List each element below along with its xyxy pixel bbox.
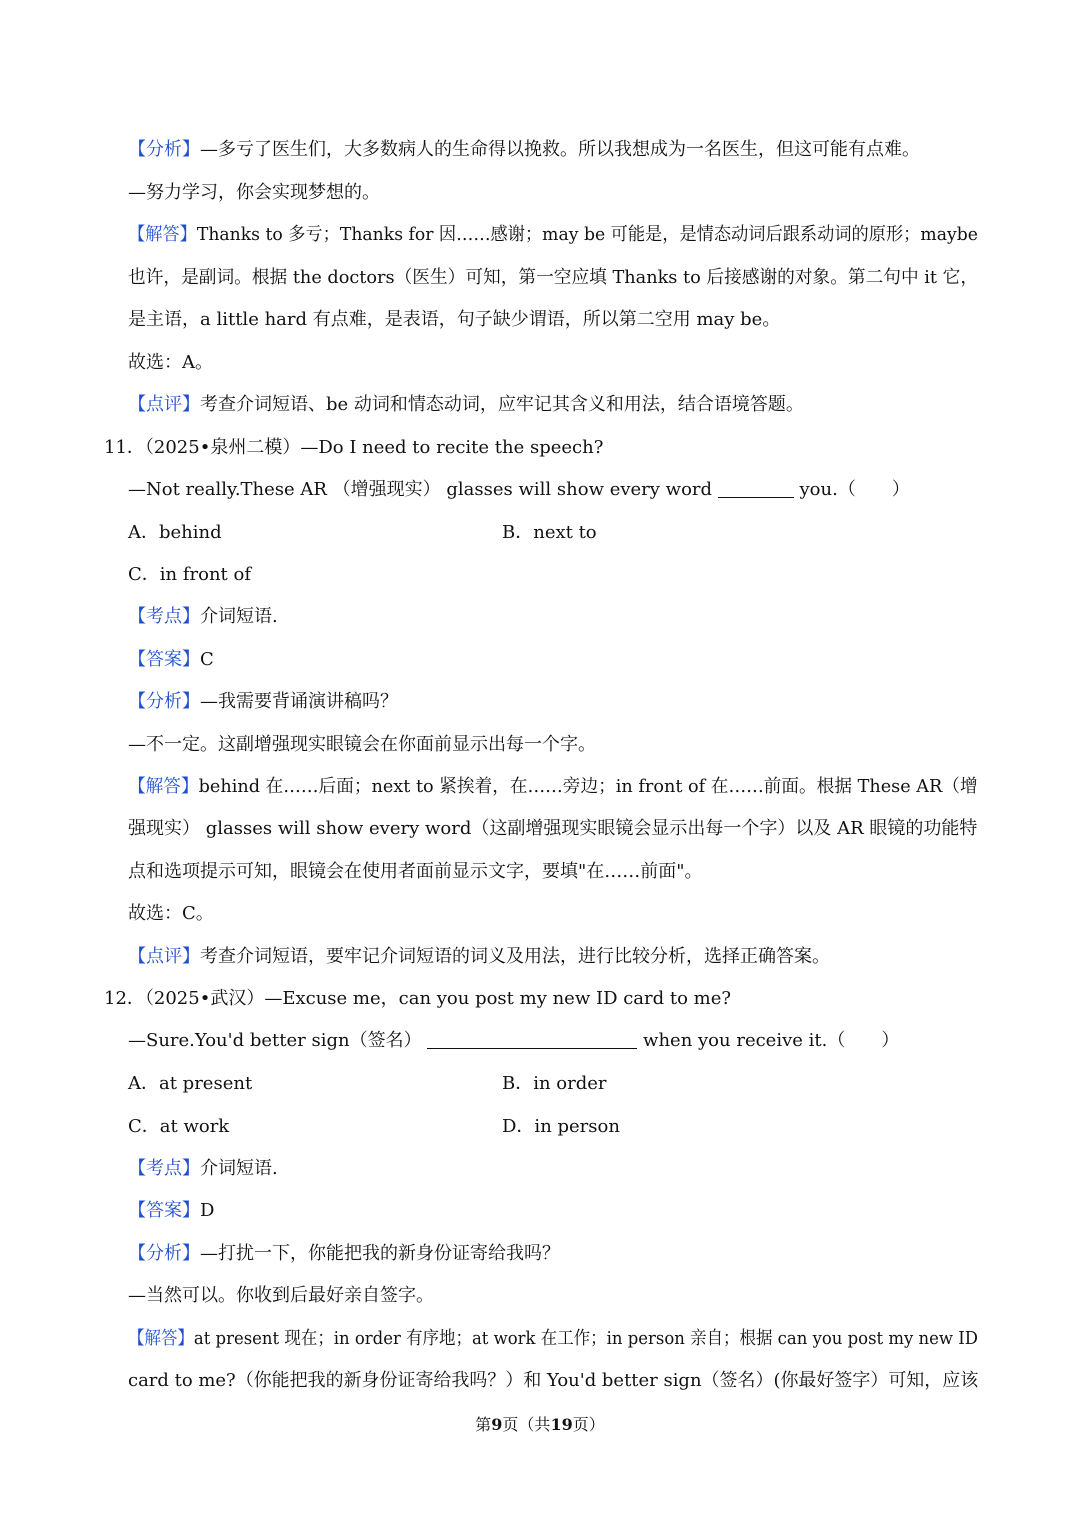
footer-middle: 页（共: [502, 1415, 551, 1434]
analysis-text-line: —不一定。这副增强现实眼镜会在你面前显示出每一个字。: [128, 734, 596, 755]
comment-text: 考查介词短语、be 动词和情态动词，应牢记其含义和用法，结合语境答题。: [200, 394, 804, 415]
keypoint-line: [128, 1156, 278, 1182]
answer-tag: 【答案】: [128, 649, 200, 670]
solution-text: Thanks to 多亏；Thanks for 因……感谢；may be 可能是，是情态动词后跟系动词的原形；maybe: [196, 224, 978, 245]
answer-blank: [718, 479, 794, 498]
option-c: C．in front of: [128, 564, 251, 585]
page-footer: [0, 1414, 1080, 1436]
page-number: 9: [491, 1415, 503, 1434]
solution-text-line: card to me?（你能把我的新身份证寄给我吗？）和 You'd better sign（签名）(你最好签字）可知，应该: [128, 1370, 979, 1391]
choice-line: 故选：C。: [128, 903, 214, 924]
solution-text-line: 强现实） glasses will show every word（这副增强现实眼镜会显示出每一个字）以及 AR 眼镜的功能特: [128, 818, 978, 839]
answer-text: C: [200, 649, 214, 670]
footer-suffix: 页）: [572, 1415, 605, 1434]
solution-tag: 【解答】: [128, 1328, 194, 1349]
answer-blank: [427, 1030, 637, 1049]
option-b: B．next to: [502, 522, 597, 543]
analysis-line: [128, 689, 398, 715]
comment-tag: 【点评】: [128, 946, 200, 967]
solution-text: at present 现在；in order 有序地；at work 在工作；in person 亲自；根据 can you post my new ID: [193, 1328, 978, 1349]
solution-text-line: 点和选项提示可知，眼镜会在使用者面前显示文字，要填"在……前面"。: [128, 861, 703, 882]
solution-line: [128, 222, 978, 248]
analysis-text: —多亏了医生们，大多数病人的生命得以挽救。所以我想成为一名医生，但这可能有点难。: [200, 139, 920, 160]
option-b: B．in order: [502, 1073, 607, 1094]
comment-line: [128, 392, 804, 418]
choice-line: 故选：A。: [128, 352, 213, 373]
question-12-stem: 12．（2025•武汉）—Excuse me，can you post my new ID card to me?: [104, 988, 732, 1009]
keypoint-text: 介词短语.: [200, 606, 278, 627]
keypoint-tag: 【考点】: [128, 1158, 200, 1179]
keypoint-tag: 【考点】: [128, 606, 200, 627]
comment-line: [128, 944, 830, 970]
page-total: 19: [550, 1415, 573, 1434]
analysis-text-line: —努力学习，你会实现梦想的。: [128, 182, 380, 203]
question-text: —Sure.You'd better sign（签名）: [128, 1030, 422, 1051]
question-text: when you receive it.（ ）: [643, 1030, 900, 1051]
solution-text-line: 是主语，a little hard 有点难，是表语，句子缺少谓语，所以第二空用 may be。: [128, 309, 781, 330]
analysis-text-line: —当然可以。你收到后最好亲自签字。: [128, 1285, 434, 1306]
question-11-line2: [128, 477, 910, 503]
footer-prefix: 第: [475, 1415, 492, 1434]
solution-tag: 【解答】: [128, 224, 197, 245]
solution-tag: 【解答】: [128, 776, 199, 797]
analysis-tag: 【分析】: [128, 691, 200, 712]
analysis-tag: 【分析】: [128, 139, 200, 160]
question-text: —Not really.These AR （增强现实） glasses will show every word: [128, 479, 713, 500]
solution-line: [128, 1326, 978, 1352]
option-a: A．at present: [128, 1073, 253, 1094]
option-a: A．behind: [128, 522, 222, 543]
comment-text: 考查介词短语，要牢记介词短语的词义及用法，进行比较分析，选择正确答案。: [200, 946, 830, 967]
question-12-line2: [128, 1028, 899, 1054]
analysis-line: [128, 1241, 560, 1267]
question-text: you.（ ）: [799, 479, 910, 500]
answer-tag: 【答案】: [128, 1200, 200, 1221]
answer-text: D: [200, 1200, 215, 1221]
solution-text: behind 在……后面；next to 紧挨着，在……旁边；in front of 在……前面。根据 These AR（增: [198, 776, 978, 797]
option-d: D．in person: [502, 1116, 620, 1137]
solution-text-line: 也许，是副词。根据 the doctors（医生）可知，第一空应填 Thanks to 后接感谢的对象。第二句中 it 它，: [128, 267, 979, 288]
analysis-text: —打扰一下，你能把我的新身份证寄给我吗？: [200, 1243, 560, 1264]
solution-line: [128, 774, 978, 800]
option-c: C．at work: [128, 1116, 230, 1137]
keypoint-line: [128, 604, 278, 630]
question-11-stem: 11．（2025•泉州二模）—Do I need to recite the speech?: [104, 437, 604, 458]
analysis-text: —我需要背诵演讲稿吗？: [200, 691, 398, 712]
answer-line: [128, 647, 214, 673]
keypoint-text: 介词短语.: [200, 1158, 278, 1179]
answer-line: [128, 1198, 214, 1224]
comment-tag: 【点评】: [128, 394, 200, 415]
analysis-line: [128, 137, 920, 163]
analysis-tag: 【分析】: [128, 1243, 200, 1264]
